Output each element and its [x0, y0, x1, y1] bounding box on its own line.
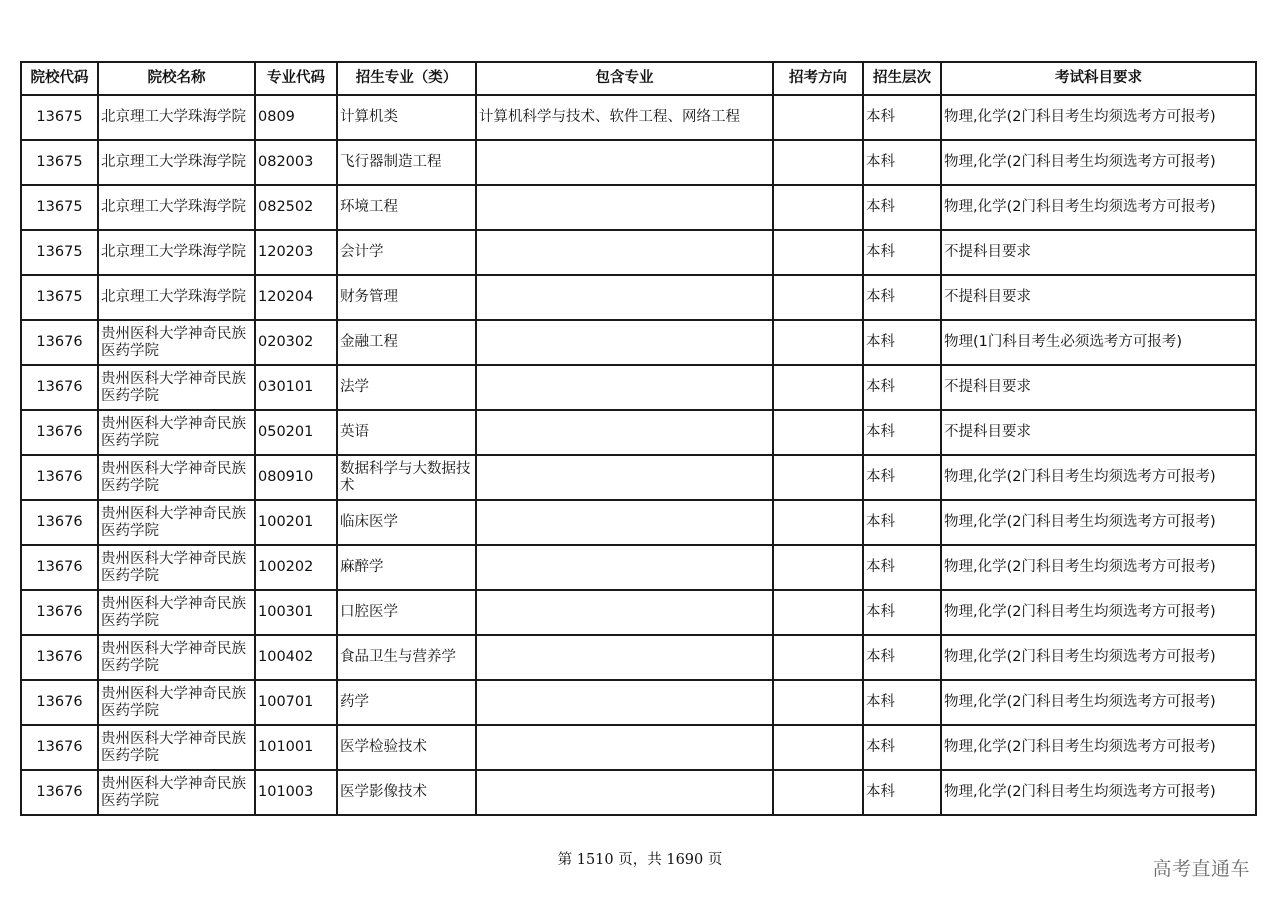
cell-includes — [476, 410, 773, 455]
cell-requirement: 物理,化学(2门科目考生均须选考方可报考) — [941, 590, 1256, 635]
cell-major-code: 120203 — [255, 230, 337, 275]
cell-school-name: 北京理工大学珠海学院 — [98, 230, 255, 275]
cell-major-code: 050201 — [255, 410, 337, 455]
cell-requirement: 物理,化学(2门科目考生均须选考方可报考) — [941, 545, 1256, 590]
cell-direction — [773, 95, 863, 140]
cell-school-code: 13676 — [21, 455, 98, 500]
cell-school-code: 13676 — [21, 770, 98, 815]
cell-major: 环境工程 — [337, 185, 476, 230]
majors-table — [20, 61, 1257, 816]
table-row — [21, 635, 1256, 680]
cell-major-code: 101001 — [255, 725, 337, 770]
cell-includes — [476, 635, 773, 680]
cell-major-code: 080910 — [255, 455, 337, 500]
cell-major: 法学 — [337, 365, 476, 410]
cell-major: 英语 — [337, 410, 476, 455]
cell-requirement: 不提科目要求 — [941, 365, 1256, 410]
cell-level: 本科 — [863, 725, 941, 770]
table-row — [21, 275, 1256, 320]
cell-includes — [476, 365, 773, 410]
header-level: 招生层次 — [863, 62, 941, 95]
table-row — [21, 185, 1256, 230]
cell-school-name: 北京理工大学珠海学院 — [98, 95, 255, 140]
cell-requirement: 不提科目要求 — [941, 275, 1256, 320]
cell-includes — [476, 185, 773, 230]
cell-major: 会计学 — [337, 230, 476, 275]
watermark-text: 高考直通车 — [1152, 858, 1250, 880]
cell-major-code: 100201 — [255, 500, 337, 545]
cell-school-code: 13676 — [21, 635, 98, 680]
cell-major: 麻醉学 — [337, 545, 476, 590]
cell-school-name: 贵州医科大学神奇民族医药学院 — [98, 590, 255, 635]
table-body — [21, 95, 1256, 815]
cell-level: 本科 — [863, 365, 941, 410]
cell-level: 本科 — [863, 230, 941, 275]
cell-direction — [773, 500, 863, 545]
cell-school-code: 13675 — [21, 140, 98, 185]
cell-major-code: 100202 — [255, 545, 337, 590]
cell-major: 飞行器制造工程 — [337, 140, 476, 185]
cell-school-code: 13676 — [21, 365, 98, 410]
header-major: 招生专业（类） — [337, 62, 476, 95]
cell-major: 口腔医学 — [337, 590, 476, 635]
cell-school-code: 13676 — [21, 500, 98, 545]
cell-includes — [476, 500, 773, 545]
cell-school-code: 13676 — [21, 545, 98, 590]
cell-school-code: 13675 — [21, 275, 98, 320]
cell-school-code: 13675 — [21, 95, 98, 140]
cell-includes — [476, 545, 773, 590]
table-row — [21, 320, 1256, 365]
cell-includes — [476, 680, 773, 725]
cell-direction — [773, 365, 863, 410]
cell-school-code: 13676 — [21, 320, 98, 365]
cell-includes — [476, 590, 773, 635]
cell-requirement: 不提科目要求 — [941, 230, 1256, 275]
cell-direction — [773, 140, 863, 185]
cell-direction — [773, 590, 863, 635]
cell-includes — [476, 275, 773, 320]
cell-major-code: 120204 — [255, 275, 337, 320]
page-number: 第 1510 页，共 1690 页 — [557, 852, 723, 868]
cell-requirement: 物理,化学(2门科目考生均须选考方可报考) — [941, 95, 1256, 140]
table-row — [21, 545, 1256, 590]
cell-level: 本科 — [863, 185, 941, 230]
header-row — [21, 62, 1256, 95]
cell-major: 医学检验技术 — [337, 725, 476, 770]
cell-school-name: 贵州医科大学神奇民族医药学院 — [98, 770, 255, 815]
table-row — [21, 590, 1256, 635]
cell-level: 本科 — [863, 770, 941, 815]
cell-school-code: 13675 — [21, 230, 98, 275]
cell-includes — [476, 230, 773, 275]
cell-level: 本科 — [863, 95, 941, 140]
cell-major: 食品卫生与营养学 — [337, 635, 476, 680]
cell-direction — [773, 680, 863, 725]
cell-includes: 计算机科学与技术、软件工程、网络工程 — [476, 95, 773, 140]
cell-direction — [773, 545, 863, 590]
cell-major: 金融工程 — [337, 320, 476, 365]
cell-major-code: 100301 — [255, 590, 337, 635]
cell-school-name: 北京理工大学珠海学院 — [98, 275, 255, 320]
cell-major: 计算机类 — [337, 95, 476, 140]
cell-requirement: 物理,化学(2门科目考生均须选考方可报考) — [941, 140, 1256, 185]
cell-school-name: 北京理工大学珠海学院 — [98, 140, 255, 185]
table-row — [21, 500, 1256, 545]
cell-school-code: 13676 — [21, 725, 98, 770]
cell-school-name: 贵州医科大学神奇民族医药学院 — [98, 455, 255, 500]
cell-school-name: 贵州医科大学神奇民族医药学院 — [98, 545, 255, 590]
cell-school-code: 13675 — [21, 185, 98, 230]
cell-school-name: 贵州医科大学神奇民族医药学院 — [98, 320, 255, 365]
cell-level: 本科 — [863, 545, 941, 590]
cell-major-code: 0809 — [255, 95, 337, 140]
cell-includes — [476, 320, 773, 365]
cell-direction — [773, 410, 863, 455]
cell-requirement: 物理,化学(2门科目考生均须选考方可报考) — [941, 185, 1256, 230]
cell-major: 财务管理 — [337, 275, 476, 320]
cell-includes — [476, 725, 773, 770]
cell-requirement: 物理,化学(2门科目考生均须选考方可报考) — [941, 500, 1256, 545]
cell-school-code: 13676 — [21, 590, 98, 635]
cell-school-name: 北京理工大学珠海学院 — [98, 185, 255, 230]
cell-direction — [773, 770, 863, 815]
cell-requirement: 不提科目要求 — [941, 410, 1256, 455]
cell-school-name: 贵州医科大学神奇民族医药学院 — [98, 365, 255, 410]
cell-major: 医学影像技术 — [337, 770, 476, 815]
header-direction: 招考方向 — [773, 62, 863, 95]
cell-school-name: 贵州医科大学神奇民族医药学院 — [98, 680, 255, 725]
cell-requirement: 物理,化学(2门科目考生均须选考方可报考) — [941, 725, 1256, 770]
cell-requirement: 物理,化学(2门科目考生均须选考方可报考) — [941, 770, 1256, 815]
cell-level: 本科 — [863, 635, 941, 680]
table-row — [21, 140, 1256, 185]
cell-school-name: 贵州医科大学神奇民族医药学院 — [98, 635, 255, 680]
header-school-name: 院校名称 — [98, 62, 255, 95]
cell-school-code: 13676 — [21, 410, 98, 455]
cell-major-code: 020302 — [255, 320, 337, 365]
header-requirement: 考试科目要求 — [941, 62, 1256, 95]
cell-major: 临床医学 — [337, 500, 476, 545]
cell-direction — [773, 455, 863, 500]
cell-includes — [476, 455, 773, 500]
cell-level: 本科 — [863, 275, 941, 320]
table-row — [21, 680, 1256, 725]
table-row — [21, 770, 1256, 815]
cell-requirement: 物理,化学(2门科目考生均须选考方可报考) — [941, 455, 1256, 500]
table-row — [21, 725, 1256, 770]
table-row — [21, 410, 1256, 455]
cell-school-name: 贵州医科大学神奇民族医药学院 — [98, 410, 255, 455]
cell-direction — [773, 185, 863, 230]
cell-school-name: 贵州医科大学神奇民族医药学院 — [98, 725, 255, 770]
header-school-code: 院校代码 — [21, 62, 98, 95]
header-includes: 包含专业 — [476, 62, 773, 95]
cell-level: 本科 — [863, 455, 941, 500]
cell-level: 本科 — [863, 410, 941, 455]
cell-school-name: 贵州医科大学神奇民族医药学院 — [98, 500, 255, 545]
cell-requirement: 物理(1门科目考生必须选考方可报考) — [941, 320, 1256, 365]
header-major-code: 专业代码 — [255, 62, 337, 95]
cell-direction — [773, 230, 863, 275]
cell-major-code: 101003 — [255, 770, 337, 815]
table-row — [21, 365, 1256, 410]
cell-level: 本科 — [863, 590, 941, 635]
cell-level: 本科 — [863, 680, 941, 725]
cell-direction — [773, 725, 863, 770]
cell-school-code: 13676 — [21, 680, 98, 725]
cell-level: 本科 — [863, 500, 941, 545]
cell-major-code: 030101 — [255, 365, 337, 410]
cell-direction — [773, 635, 863, 680]
table-row — [21, 230, 1256, 275]
cell-major: 药学 — [337, 680, 476, 725]
cell-major-code: 082502 — [255, 185, 337, 230]
cell-direction — [773, 275, 863, 320]
cell-direction — [773, 320, 863, 365]
cell-major-code: 100701 — [255, 680, 337, 725]
cell-requirement: 物理,化学(2门科目考生均须选考方可报考) — [941, 635, 1256, 680]
cell-includes — [476, 770, 773, 815]
cell-major-code: 082003 — [255, 140, 337, 185]
table-row — [21, 95, 1256, 140]
cell-level: 本科 — [863, 140, 941, 185]
cell-level: 本科 — [863, 320, 941, 365]
cell-major-code: 100402 — [255, 635, 337, 680]
cell-includes — [476, 140, 773, 185]
cell-requirement: 物理,化学(2门科目考生均须选考方可报考) — [941, 680, 1256, 725]
cell-major: 数据科学与大数据技术 — [337, 455, 476, 500]
table-row — [21, 455, 1256, 500]
